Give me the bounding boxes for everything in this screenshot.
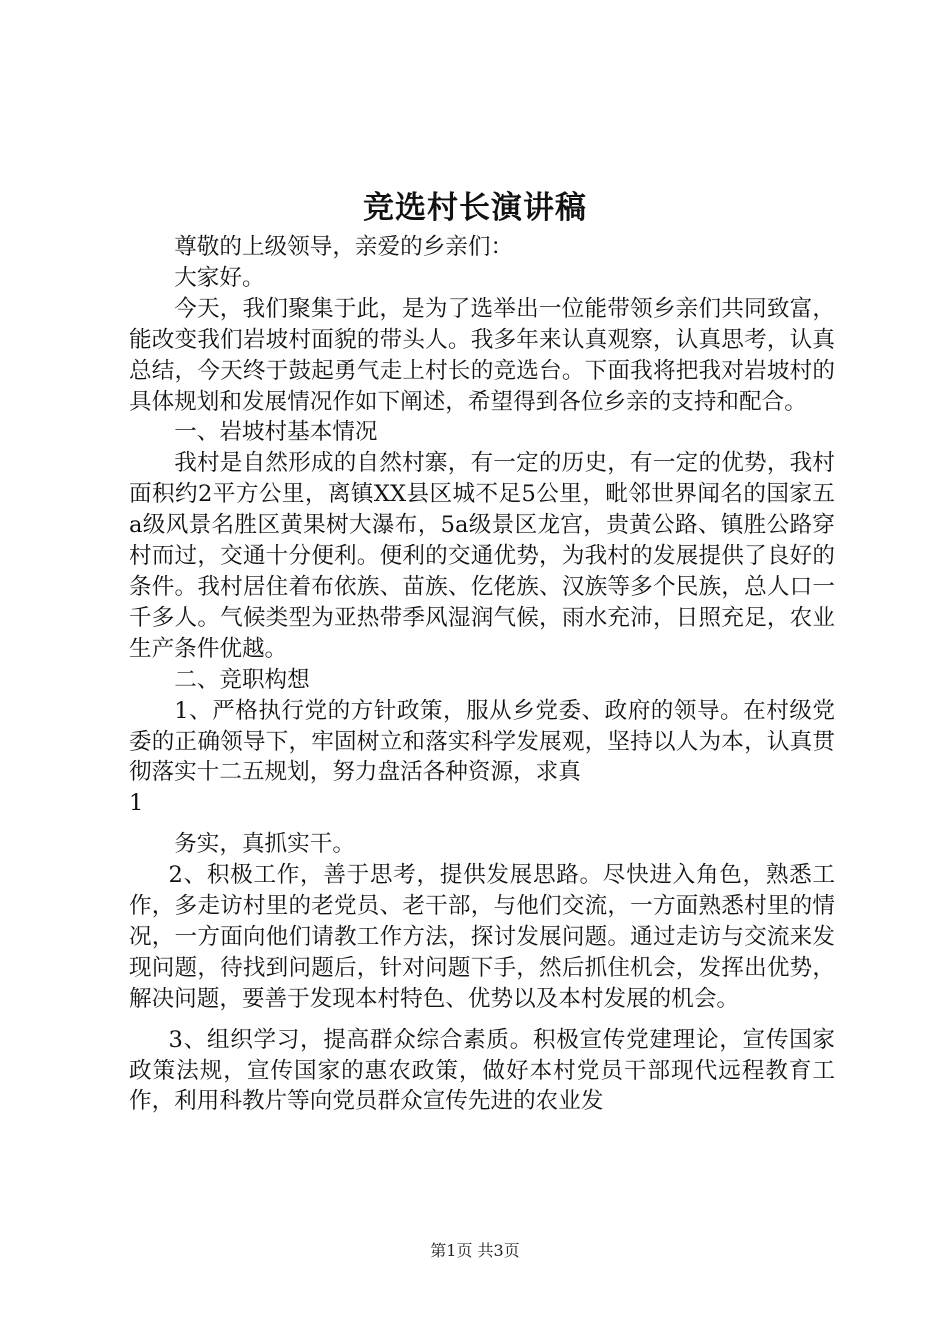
salutation: 尊敬的上级领导，亲爱的乡亲们：	[174, 234, 514, 260]
item1-continuation: 务实，真抓实干。	[174, 831, 355, 858]
section1-paragraph: 我村是自然形成的自然村寨，有一定的历史，有一定的优势，我村面积约2平方公里，离镇XX县区城不足5公里，毗邻世界闻名的国家五a级风景名胜区黄果树大瀑布，5a级景区龙宫，贵黄公路、镇胜公路穿村而过，交通十分便利。便利的交通优势，为我村的发展提供了良好的条件。我村居住着布依族、苗族、仡佬族、汉族等多个民族，总人口一千多人。气候类型为亚热带季风湿润气候，雨水充沛，日照充足，农业生产条件优越。	[129, 450, 835, 662]
item1-paragraph: 1、严格执行党的方针政策，服从乡党委、政府的领导。在村级党委的正确领导下，牢固树立和落实科学发展观，坚持以人为本，认真贯彻落实十二五规划，努力盘活各种资源，求真	[129, 697, 835, 786]
section1-heading: 一、岩坡村基本情况	[174, 419, 378, 446]
intro-paragraph: 今天，我们聚集于此，是为了选举出一位能带领乡亲们共同致富，能改变我们岩坡村面貌的带头人。我多年来认真观察，认真思考，认真总结，今天终于鼓起勇气走上村长的竞选台。下面我将把我对岩坡村的具体规划和发展情况作如下阐述，希望得到各位乡亲的支持和配合。	[129, 295, 835, 415]
page-break-gap	[129, 819, 835, 829]
paragraph-gap	[129, 1015, 835, 1025]
item3-paragraph: 3、组织学习，提高群众综合素质。积极宣传党建理论，宣传国家政策法规，宣传国家的惠农政策，做好本村党员干部现代远程教育工作，利用科教片等向党员群众宣传先进的农业发	[129, 1026, 835, 1115]
section2-heading: 二、竞职构想	[174, 666, 310, 693]
document-title: 竞选村长演讲稿	[363, 190, 587, 226]
item2-paragraph: 2、积极工作，善于思考，提供发展思路。尽快进入角色，熟悉工作，多走访村里的老党员、老干部，与他们交流，一方面熟悉村里的情况，一方面向他们请教工作方法，探讨发展问题。通过走访与交流来发现问题，待找到问题后，针对问题下手，然后抓住机会，发挥出优势，解决问题，要善于发现本村特色、优势以及本村发展的机会。	[129, 862, 835, 1012]
inline-page-number: 1	[129, 790, 144, 817]
document-body	[129, 232, 835, 1117]
greeting: 大家好。	[174, 264, 265, 291]
page-footer: 第1页 共3页	[430, 1241, 520, 1260]
